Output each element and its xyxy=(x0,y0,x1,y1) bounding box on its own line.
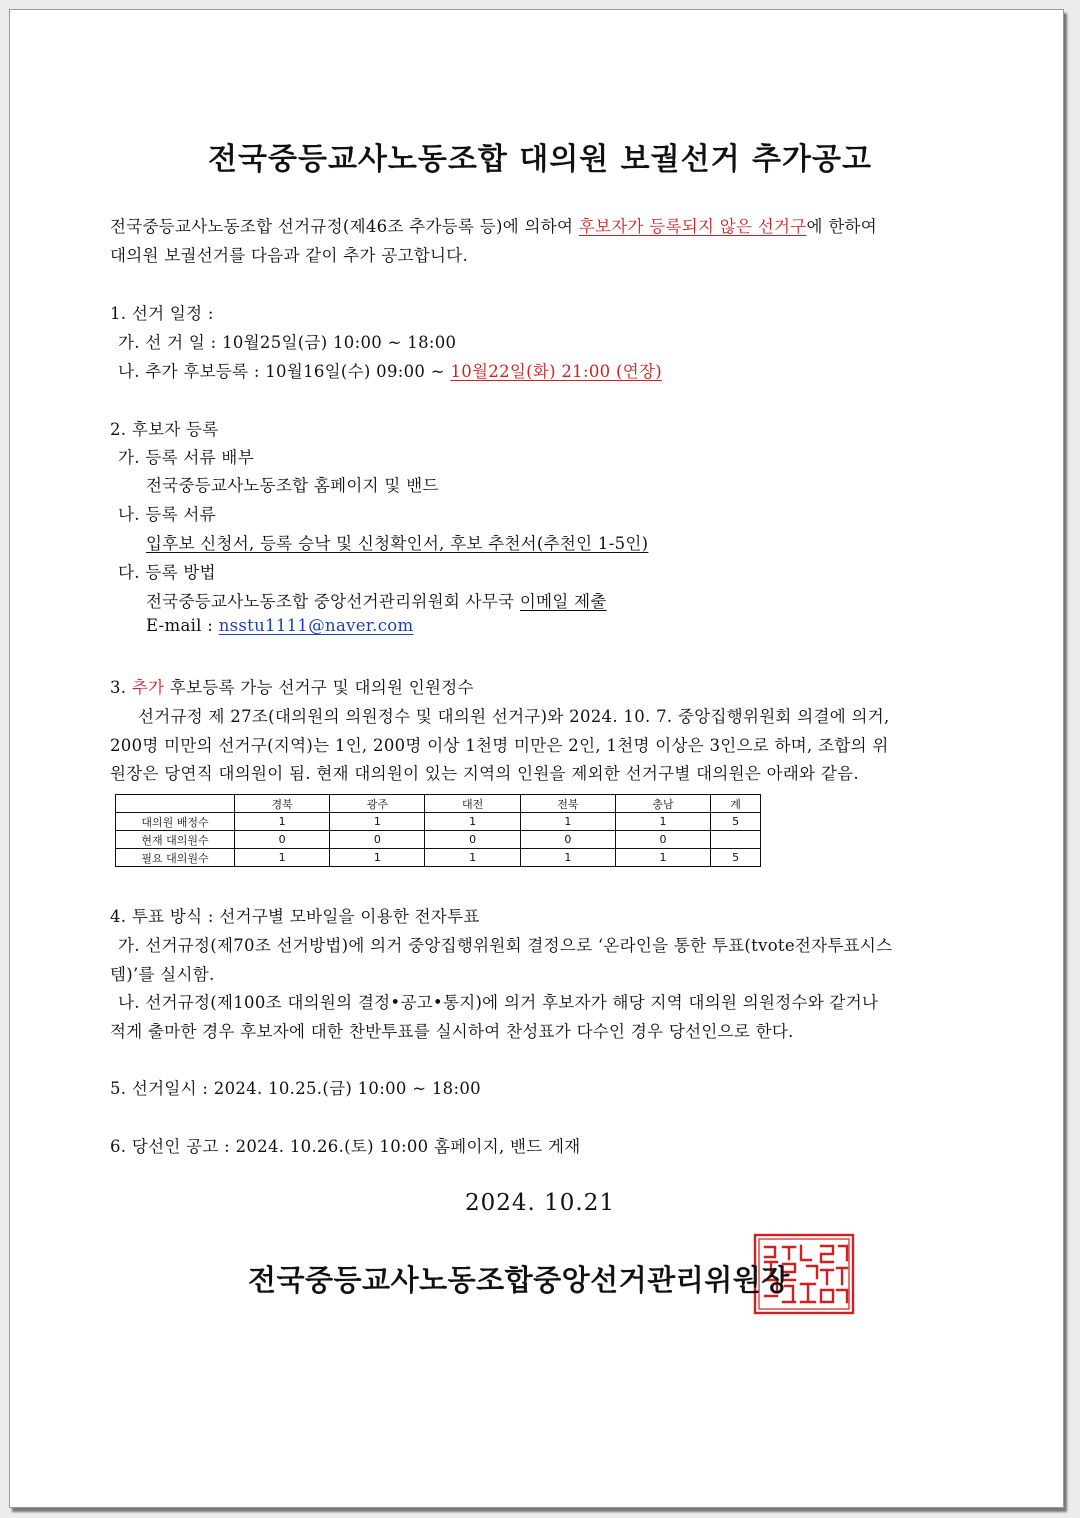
section-2a: 가. 등록 서류 배부 xyxy=(118,448,254,467)
email-link[interactable]: nsstu1111@naver.com xyxy=(218,616,414,635)
section-2c-detail xyxy=(146,588,607,612)
table-cell: 1 xyxy=(425,813,520,831)
email-label: E-mail : xyxy=(146,616,219,635)
section-5: 5. 선거일시 : 2024. 10.25.(금) 10:00 ~ 18:00 xyxy=(110,1079,481,1098)
section-3-para-2: 200명 미만의 선거구(지역)는 1인, 200명 이상 1천명 미만은 2인, 1천명 이상은 3인으로 하며, 조합의 위 xyxy=(110,736,889,755)
section-2-heading: 2. 후보자 등록 xyxy=(110,420,219,439)
section-4-heading: 4. 투표 방식 : 선거구별 모바일을 이용한 전자투표 xyxy=(110,907,480,926)
table-cell: 1 xyxy=(615,813,710,831)
intro-line-1 xyxy=(110,213,877,237)
intro-text: 전국중등교사노동조합 선거규정(제46조 추가등록 등)에 의하여 xyxy=(110,217,579,236)
section-2b: 나. 등록 서류 xyxy=(118,505,216,524)
table-cell: 0 xyxy=(235,831,330,849)
registration-deadline: 10월22일(화) 21:00 (연장) xyxy=(450,362,662,381)
section-4b-line-2: 적게 출마한 경우 후보자에 대한 찬반투표를 실시하여 찬성표가 다수인 경우 당선인으로 한다. xyxy=(110,1022,794,1041)
document-title: 전국중등교사노동조합 대의원 보궐선거 추가공고 xyxy=(208,142,872,177)
table-header-cell: 전북 xyxy=(520,795,615,813)
table-cell: 0 xyxy=(330,831,425,849)
table-row-label: 현재 대의원수 xyxy=(116,831,235,849)
table-cell: 0 xyxy=(425,831,520,849)
section-4b-line-1: 나. 선거규정(제100조 대의원의 결정•공고•통지)에 의거 후보자가 해당 지역 대의원 의원정수와 같거나 xyxy=(118,993,879,1012)
table-row-label: 필요 대의원수 xyxy=(116,849,235,867)
table-header-cell: 충남 xyxy=(615,795,710,813)
table-cell: 1 xyxy=(520,849,615,867)
section-4a-line-2: 템)’를 실시함. xyxy=(110,965,215,984)
table-header-cell: 경북 xyxy=(235,795,330,813)
table-header-cell: 광주 xyxy=(330,795,425,813)
section-3-para-1: 선거규정 제 27조(대의원의 의원정수 및 대의원 선거구)와 2024. 10. 7. 중앙집행위원회 의결에 의거, xyxy=(138,707,890,726)
election-date: 가. 선 거 일 : 10월25일(금) 10:00 ~ 18:00 xyxy=(118,333,457,352)
table-cell: 1 xyxy=(520,813,615,831)
email-row xyxy=(146,616,413,635)
section-1-heading: 1. 선거 일정 : xyxy=(110,304,214,323)
table-header-cell xyxy=(116,795,235,813)
table-cell: 5 xyxy=(711,849,761,867)
table-header-cell: 대전 xyxy=(425,795,520,813)
table-row xyxy=(116,849,761,867)
section-2b-detail: 입후보 신청서, 등록 승낙 및 신청확인서, 후보 추천서(추천인 1-5인) xyxy=(146,534,649,553)
district-table xyxy=(115,794,761,867)
table-cell: 1 xyxy=(235,849,330,867)
email-submission: 이메일 제출 xyxy=(519,592,607,611)
section-3-title: 후보등록 가능 선거구 및 대의원 인원정수 xyxy=(164,678,474,697)
section-3-highlight: 추가 xyxy=(131,678,165,697)
table-cell: 1 xyxy=(330,813,425,831)
section-3-heading xyxy=(110,674,474,698)
table-row xyxy=(116,813,761,831)
table-cell xyxy=(711,831,761,849)
table-header-cell: 계 xyxy=(711,795,761,813)
submission-office: 전국중등교사노동조합 중앙선거관리위원회 사무국 xyxy=(146,592,520,611)
intro-text-end: 에 한하여 xyxy=(806,217,878,236)
signature: 전국중등교사노동조합중앙선거관리위원장 xyxy=(248,1263,790,1297)
table-cell: 5 xyxy=(711,813,761,831)
table-header-row xyxy=(116,795,761,813)
table-cell: 0 xyxy=(615,831,710,849)
section-2a-detail: 전국중등교사노동조합 홈페이지 및 밴드 xyxy=(146,476,439,495)
intro-line-2: 대의원 보궐선거를 다음과 같이 추가 공고합니다. xyxy=(110,246,469,265)
table-cell: 1 xyxy=(235,813,330,831)
section-3-num: 3. xyxy=(110,678,132,697)
candidate-registration-period xyxy=(118,358,662,382)
notice-date: 2024. 10.21 xyxy=(465,1190,615,1216)
section-6: 6. 당선인 공고 : 2024. 10.26.(토) 10:00 홈페이지, 밴드 게재 xyxy=(110,1137,581,1156)
table-cell: 0 xyxy=(520,831,615,849)
section-2c: 다. 등록 방법 xyxy=(118,563,216,582)
section-4a-line-1: 가. 선거규정(제70조 선거방법)에 의거 중앙집행위원회 결정으로 ‘온라인을 통한 투표(tvote전자투표시스 xyxy=(118,936,893,955)
table-row xyxy=(116,831,761,849)
table-row-label: 대의원 배정수 xyxy=(116,813,235,831)
table-cell: 1 xyxy=(615,849,710,867)
intro-highlight: 후보자가 등록되지 않은 선거구 xyxy=(578,217,807,236)
registration-start: 나. 추가 후보등록 : 10월16일(수) 09:00 ~ xyxy=(118,362,451,381)
table-cell: 1 xyxy=(425,849,520,867)
table-cell: 1 xyxy=(330,849,425,867)
section-3-para-3: 원장은 당연직 대의원이 됨. 현재 대의원이 있는 지역의 인원을 제외한 선거구별 대의원은 아래와 같음. xyxy=(110,764,859,783)
